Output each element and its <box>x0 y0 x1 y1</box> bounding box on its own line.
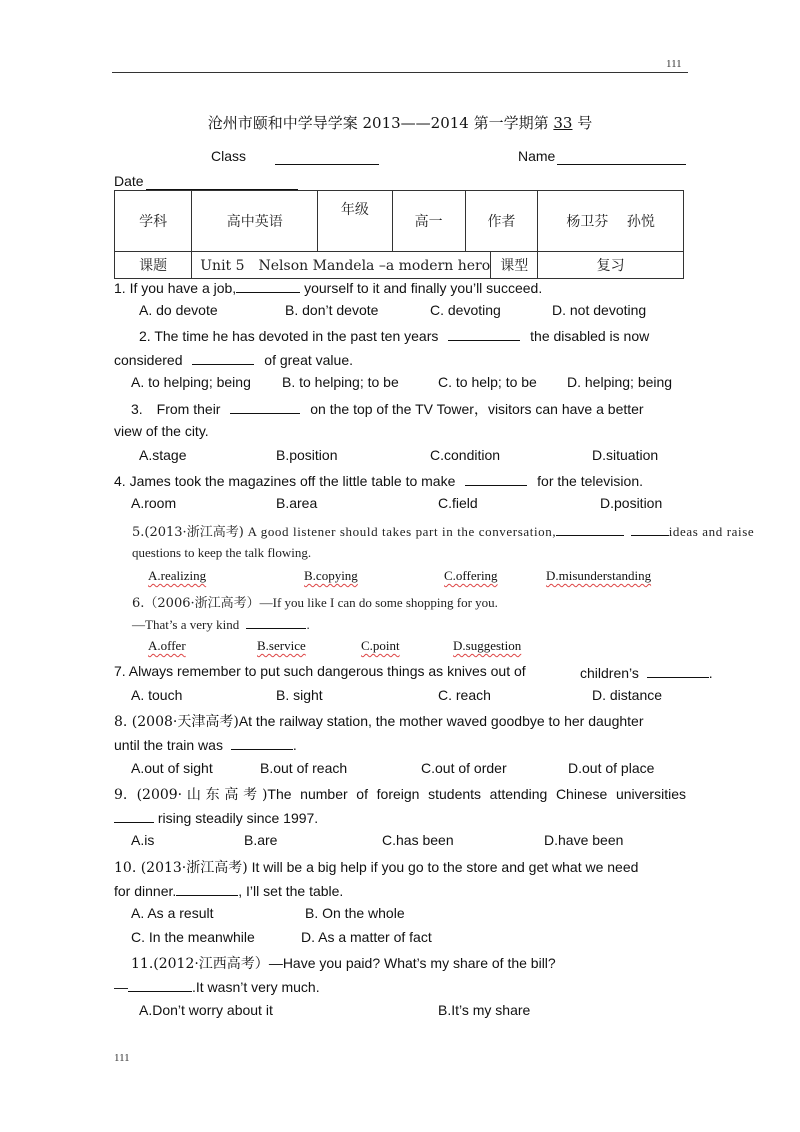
question-text: , I’ll set the table. <box>238 883 344 899</box>
option-a[interactable]: A.room <box>131 495 177 511</box>
question-text: .It wasn’t very much. <box>192 979 320 995</box>
option-c[interactable]: C. In the meanwhile <box>131 929 255 945</box>
option-c[interactable]: C. devoting <box>430 302 501 318</box>
question-source: 9. (2009·山东高考) <box>114 787 268 803</box>
question-10 <box>114 857 638 877</box>
class-label: Class <box>211 148 247 164</box>
question-text: rising steadily since 1997. <box>154 810 319 826</box>
answer-blank[interactable] <box>448 326 520 341</box>
option-d[interactable]: D. distance <box>592 687 663 703</box>
answer-blank[interactable] <box>231 735 293 750</box>
option-a[interactable]: A. touch <box>131 687 183 703</box>
question-5-line-2: questions to keep the talk flowing. <box>132 545 312 560</box>
question-text: of great value. <box>264 352 354 368</box>
question-3-line-2: view of the city. <box>114 423 209 439</box>
header-rule <box>112 72 688 73</box>
question-text: considered <box>114 352 183 368</box>
question-text: A good listener should takes part in the conversation, <box>243 524 557 539</box>
answer-blank[interactable] <box>647 663 709 678</box>
question-3 <box>131 399 644 419</box>
option-c[interactable]: C.point <box>361 638 400 653</box>
option-a[interactable]: A.Don’t worry about it <box>139 1002 273 1018</box>
question-text: —If you like I can do some shopping for you. <box>259 595 498 610</box>
question-1 <box>114 278 542 296</box>
option-a[interactable]: A.out of sight <box>131 760 213 776</box>
option-a[interactable]: A.realizing <box>148 568 207 583</box>
option-d[interactable]: D. helping; being <box>567 374 673 390</box>
option-d[interactable]: D.misunderstanding <box>546 568 652 583</box>
question-text: children’s <box>580 665 639 681</box>
option-c[interactable]: C. to help; to be <box>438 374 537 390</box>
answer-blank[interactable] <box>631 522 669 536</box>
question-text: 2. The time he has devoted in the past ten years <box>139 328 439 344</box>
question-text: It will be a big help if you go to the store and get what we need <box>247 859 639 875</box>
author-label: 作者 <box>465 191 538 252</box>
question-8 <box>114 711 644 731</box>
option-d[interactable]: D.position <box>600 495 663 511</box>
question-text: —Have you paid? What’s my share of the bill? <box>268 955 556 971</box>
option-c[interactable]: C. reach <box>438 687 491 703</box>
option-a[interactable]: A. do devote <box>139 302 218 318</box>
subject-value: 高中英语 <box>192 191 318 252</box>
option-a[interactable]: A.stage <box>139 447 187 463</box>
name-input[interactable] <box>557 148 686 165</box>
question-text: for dinner. <box>114 883 177 899</box>
question-2 <box>139 326 649 344</box>
answer-blank[interactable] <box>114 808 154 823</box>
option-d[interactable]: D. As a matter of fact <box>301 929 432 945</box>
answer-blank[interactable] <box>246 615 306 629</box>
option-a[interactable]: A.offer <box>148 638 186 653</box>
date-input[interactable] <box>146 173 298 190</box>
date-field <box>114 173 144 189</box>
option-a[interactable]: A.is <box>131 832 155 848</box>
option-b[interactable]: B.area <box>276 495 318 511</box>
title-prefix: 沧州市颐和中学导学案 2013——2014 第一学期第 <box>207 114 549 132</box>
question-5 <box>132 521 754 540</box>
title-suffix: 号 <box>577 114 593 132</box>
class-field <box>211 148 246 164</box>
option-d[interactable]: D.out of place <box>568 760 655 776</box>
grade-label: 年级 <box>318 191 392 252</box>
answer-blank[interactable] <box>128 977 192 992</box>
question-source: 10. (2013·浙江高考) <box>114 860 248 876</box>
author-value: 杨卫芬 孙悦 <box>538 191 684 252</box>
option-b[interactable]: B.position <box>276 447 338 463</box>
info-table <box>114 190 684 279</box>
option-b[interactable]: B.are <box>244 832 278 848</box>
option-c[interactable]: C.condition <box>430 447 501 463</box>
answer-blank[interactable] <box>176 881 238 896</box>
question-text: the disabled is now <box>530 328 650 344</box>
date-label: Date <box>114 173 144 189</box>
option-d[interactable]: D.have been <box>544 832 624 848</box>
option-b[interactable]: B. to helping; to be <box>282 374 399 390</box>
question-text: for the television. <box>537 473 643 489</box>
question-text: on the top of the TV Tower，visitors can have a better <box>310 401 644 417</box>
footer-page-number: 111 <box>114 1052 130 1064</box>
option-b[interactable]: B.out of reach <box>260 760 348 776</box>
name-field <box>518 148 555 164</box>
option-d[interactable]: D.situation <box>592 447 659 463</box>
question-text: ideas and raise <box>668 524 755 539</box>
type-label: 课型 <box>491 252 538 279</box>
topic-label: 课题 <box>115 252 192 279</box>
question-4 <box>114 471 643 489</box>
info-row-1 <box>115 191 684 252</box>
question-text: — <box>114 979 128 995</box>
answer-blank[interactable] <box>236 278 300 293</box>
question-text: —That’s a very kind <box>132 617 240 632</box>
question-text: The number of foreign students attending Chinese universities <box>267 786 686 802</box>
question-6-line-2 <box>132 615 310 633</box>
option-a[interactable]: A. As a result <box>131 905 214 921</box>
option-c[interactable]: C.offering <box>444 568 498 583</box>
question-7-tail <box>580 663 713 681</box>
header-page-number: 111 <box>666 58 682 70</box>
question-7 <box>114 663 526 679</box>
question-text: 3. From their <box>131 401 221 417</box>
answer-blank[interactable] <box>556 522 624 536</box>
answer-blank[interactable] <box>465 471 527 486</box>
option-b[interactable]: B. sight <box>276 687 323 703</box>
question-text: At the railway station, the mother waved goodbye to her daughter <box>238 713 644 729</box>
question-11 <box>131 953 556 973</box>
option-b[interactable]: B. don’t devote <box>285 302 379 318</box>
option-b[interactable]: B.It’s my share <box>438 1002 531 1018</box>
option-c[interactable]: C.out of order <box>421 760 507 776</box>
option-b[interactable]: B.copying <box>304 568 358 583</box>
topic-value: Unit 5 Nelson Mandela –a modern hero <box>192 252 491 279</box>
question-text: . <box>292 737 297 753</box>
answer-blank[interactable] <box>192 350 254 365</box>
question-9 <box>114 784 686 804</box>
subject-label: 学科 <box>115 191 192 252</box>
question-source: 6.（2006·浙江高考） <box>132 596 260 611</box>
class-input[interactable] <box>275 148 379 165</box>
type-value: 复习 <box>538 252 684 279</box>
grade-value: 高一 <box>392 191 465 252</box>
option-c[interactable]: C.field <box>438 495 478 511</box>
option-c[interactable]: C.has been <box>382 832 454 848</box>
question-2-line-2 <box>114 350 353 368</box>
title-number: 33 <box>553 114 573 132</box>
question-6 <box>132 592 498 611</box>
question-source: 8. (2008·天津高考) <box>114 714 239 730</box>
question-text: . <box>708 665 713 681</box>
option-b[interactable]: B. On the whole <box>305 905 405 921</box>
question-10-line-2 <box>114 881 343 899</box>
option-d[interactable]: D.suggestion <box>453 638 522 653</box>
question-9-line-2 <box>114 808 318 826</box>
info-row-2 <box>115 252 684 279</box>
question-text: . <box>306 617 310 632</box>
option-b[interactable]: B.service <box>257 638 306 653</box>
question-text: 7. Always remember to put such dangerous things as knives out of <box>114 663 526 679</box>
question-text: yourself to it and finally you’ll succeed. <box>300 280 543 296</box>
question-text: 4. James took the magazines off the little table to make <box>114 473 456 489</box>
answer-blank[interactable] <box>230 399 300 414</box>
document-title <box>0 112 800 133</box>
question-11-line-2 <box>114 977 320 995</box>
question-text: 1. If you have a job, <box>114 280 237 296</box>
question-text: until the train was <box>114 737 223 753</box>
name-label: Name <box>518 148 556 164</box>
option-a[interactable]: A. to helping; being <box>131 374 251 390</box>
option-d[interactable]: D. not devoting <box>552 302 647 318</box>
question-source: 5.(2013·浙江高考) <box>132 525 244 540</box>
question-8-line-2 <box>114 735 297 753</box>
question-source: 11.(2012·江西高考） <box>131 956 269 972</box>
